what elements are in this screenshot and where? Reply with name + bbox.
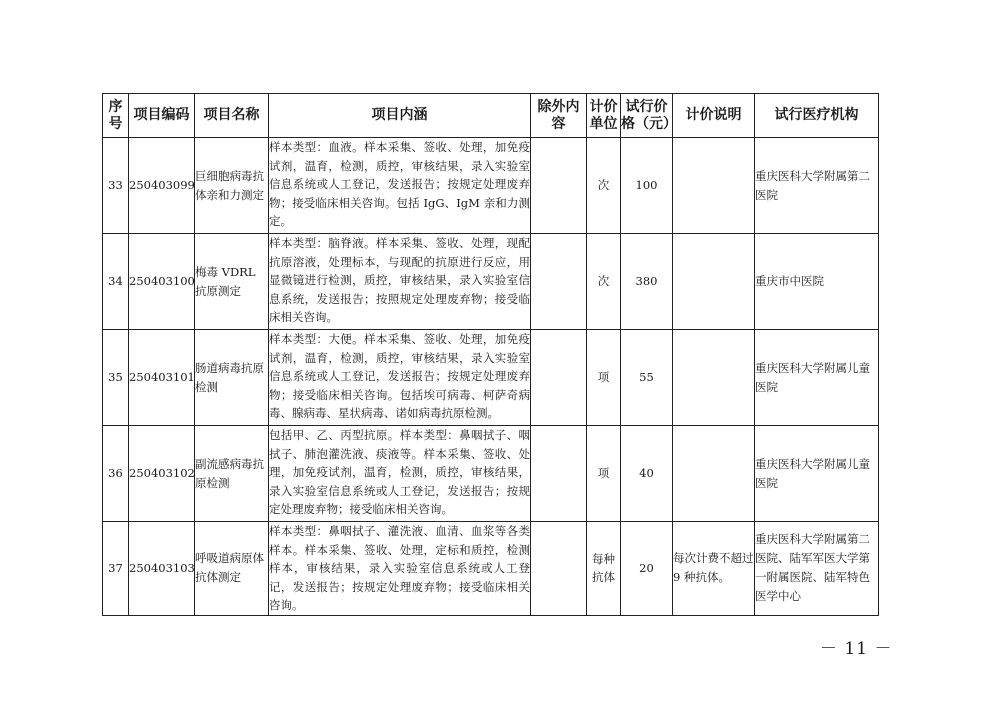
header-exclusion: 除外内容 <box>531 94 587 138</box>
cell-no: 35 <box>103 330 129 426</box>
cell-exclusion <box>531 330 587 426</box>
cell-exclusion <box>531 426 587 522</box>
cell-exclusion <box>531 522 587 616</box>
cell-code: 250403103 <box>129 522 195 616</box>
cell-no: 34 <box>103 234 129 330</box>
header-content: 项目内涵 <box>269 94 531 138</box>
table-row <box>103 234 879 330</box>
cell-no: 33 <box>103 138 129 234</box>
header-no: 序号 <box>103 94 129 138</box>
cell-content: 样本类型：大便。样本采集、签收、处理，加免疫试剂，温育，检测，质控，审核结果，录入实验室信息系统或人工登记，发送报告；按规定处理废弃物；接受临床相关咨询。包括埃可病毒、柯萨奇病毒、腺病毒、星状病毒、诺如病毒抗原检测。 <box>269 330 531 426</box>
header-note: 计价说明 <box>673 94 755 138</box>
cell-unit: 次 <box>587 234 621 330</box>
table-row <box>103 522 879 616</box>
cell-name: 巨细胞病毒抗体亲和力测定 <box>195 138 269 234</box>
table-row <box>103 138 879 234</box>
cell-note <box>673 330 755 426</box>
cell-no: 36 <box>103 426 129 522</box>
page-number: － 11 － <box>820 639 893 659</box>
cell-name: 肠道病毒抗原检测 <box>195 330 269 426</box>
cell-name: 副流感病毒抗原检测 <box>195 426 269 522</box>
cell-code: 250403102 <box>129 426 195 522</box>
cell-code: 250403099 <box>129 138 195 234</box>
cell-name: 梅毒 VDRL 抗原测定 <box>195 234 269 330</box>
cell-content: 包括甲、乙、丙型抗原。样本类型：鼻咽拭子、咽拭子、肺泡灌洗液、痰液等。样本采集、签收、处理，加免疫试剂，温育，检测，质控，审核结果，录入实验室信息系统或人工登记，发送报告；按规定处理废弃物；接受临床相关咨询。 <box>269 426 531 522</box>
cell-content: 样本类型：脑脊液。样本采集、签收、处理，现配抗原溶液，处理标本，与现配的抗原进行反应，用显微镜进行检测，质控，审核结果，录入实验室信息系统，发送报告；按照规定处理废弃物；接受临床相关咨询。 <box>269 234 531 330</box>
cell-institution: 重庆医科大学附属儿童医院 <box>755 330 879 426</box>
cell-unit: 次 <box>587 138 621 234</box>
cell-institution: 重庆医科大学附属儿童医院 <box>755 426 879 522</box>
header-name: 项目名称 <box>195 94 269 138</box>
cell-note <box>673 234 755 330</box>
header-unit: 计价单位 <box>587 94 621 138</box>
cell-institution: 重庆医科大学附属第二医院 <box>755 138 879 234</box>
cell-institution: 重庆医科大学附属第二医院、陆军军医大学第一附属医院、陆军特色医学中心 <box>755 522 879 616</box>
table-row <box>103 330 879 426</box>
cell-institution: 重庆市中医院 <box>755 234 879 330</box>
cell-unit: 项 <box>587 426 621 522</box>
cell-code: 250403100 <box>129 234 195 330</box>
header-institution: 试行医疗机构 <box>755 94 879 138</box>
header-price: 试行价格（元） <box>621 94 673 138</box>
cell-content: 样本类型：血液。样本采集、签收、处理，加免疫试剂，温育，检测，质控，审核结果，录入实验室信息系统或人工登记，发送报告；按规定处理废弃物；接受临床相关咨询。包括 IgG、IgM 亲和力测定。 <box>269 138 531 234</box>
cell-exclusion <box>531 234 587 330</box>
cell-exclusion <box>531 138 587 234</box>
cell-note <box>673 426 755 522</box>
cell-price: 40 <box>621 426 673 522</box>
cell-note: 每次计费不超过 9 种抗体。 <box>673 522 755 616</box>
cell-price: 55 <box>621 330 673 426</box>
cell-code: 250403101 <box>129 330 195 426</box>
cell-note <box>673 138 755 234</box>
cell-content: 样本类型：鼻咽拭子、灌洗液、血清、血浆等各类样本。样本采集、签收、处理，定标和质控，检测样本，审核结果，录入实验室信息系统或人工登记，发送报告；按规定处理废弃物；接受临床相关咨询。 <box>269 522 531 616</box>
cell-no: 37 <box>103 522 129 616</box>
table-row <box>103 426 879 522</box>
cell-unit: 每种抗体 <box>587 522 621 616</box>
cell-name: 呼吸道病原体抗体测定 <box>195 522 269 616</box>
cell-price: 100 <box>621 138 673 234</box>
pricing-table <box>102 93 879 616</box>
cell-price: 20 <box>621 522 673 616</box>
cell-price: 380 <box>621 234 673 330</box>
header-code: 项目编码 <box>129 94 195 138</box>
cell-unit: 项 <box>587 330 621 426</box>
table-header-row <box>103 94 879 138</box>
